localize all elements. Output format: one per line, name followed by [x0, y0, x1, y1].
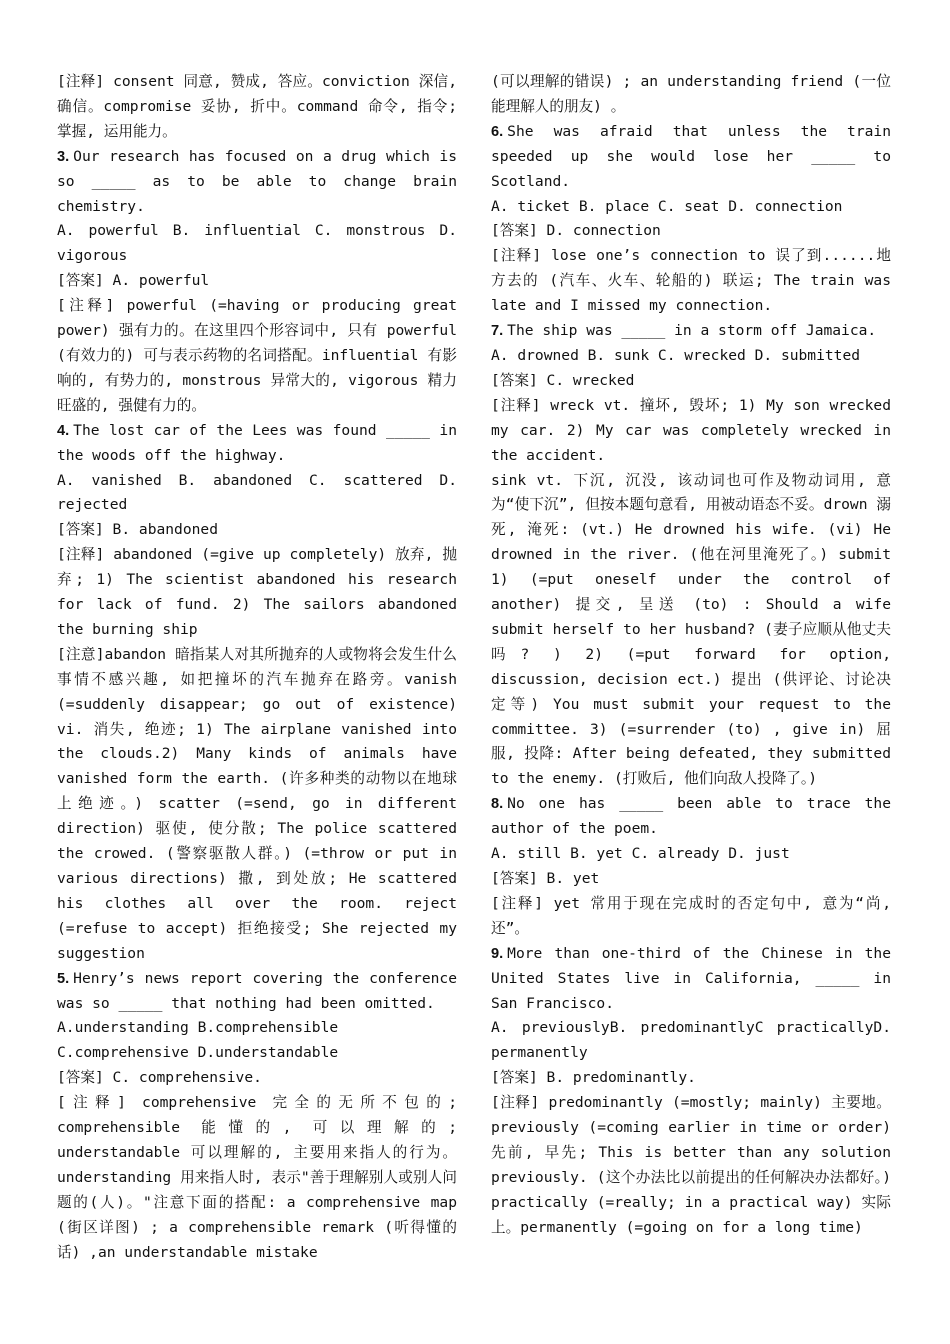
question-3: [57, 145, 457, 220]
question-9: [491, 942, 891, 1017]
question-text: The ship was _____ in a storm off Jamaica.: [507, 322, 877, 340]
answer-options: A. vanished B. abandoned C. scattered D. rejected: [57, 471, 457, 514]
answer-key: [答案] B. predominantly.: [491, 1069, 696, 1087]
answer-options: A. drowned B. sunk C. wrecked D. submitted: [491, 346, 861, 364]
annotation-paragraph: [注意]abandon 暗指某人对其所抛弃的人或物将会发生什么事情不感兴趣, 如把撞坏的汽车抛弃在路旁。vanish (=suddenly disappear; go out of existence) vi. 消失, 绝迹; 1) The airplane vanished into the clouds.2) Many kinds of animals have vanished form the earth. (许多种类的动物以在地球上绝迹。) scatter (=send, go in different direction) 驱使, 使分散; The police scattered the crowed. (警察驱散人群。) (=throw or put in various directions) 撒, 到处放; He scattered his clothes all over the room. reject (=refuse to accept) 拒绝接受; She rejected my suggestion: [57, 645, 457, 962]
question-number: 3.: [57, 148, 70, 165]
annotation-paragraph: [注释] predominantly (=mostly; mainly) 主要地。previously (=coming earlier in time or order) 先前, 早先; This is better than any solution previously. (这个办法比以前提出的任何解决办法都好。) practically (=really; in a practical way) 实际上。permanently (=going on for a long time): [491, 1094, 891, 1236]
answer-options: A.understanding B.comprehensible: [57, 1019, 339, 1037]
annotation-paragraph: [注释] wreck vt. 撞坏, 毁坏; 1) My son wrecked my car. 2) My car was completely wrecked in the accident.: [491, 396, 891, 464]
annotation-paragraph: [注释] abandoned (=give up completely) 放弃, 抛弃; 1) The scientist abandoned his research for lack of fund. 2) The sailors abandoned the burning ship: [57, 546, 457, 638]
annotation-paragraph: (可以理解的错误) ; an understanding friend (一位能理解人的朋友) 。: [491, 73, 891, 115]
right-column: [491, 70, 891, 1241]
question-number: 9.: [491, 945, 504, 962]
question-7: [491, 319, 891, 344]
answer-options: A. still B. yet C. already D. just: [491, 845, 790, 863]
answer-key: [答案] C. comprehensive.: [57, 1069, 262, 1087]
question-number: 7.: [491, 323, 504, 340]
answer-key: [答案] A. powerful: [57, 272, 210, 290]
answer-options: A. previouslyB. predominantlyC practicallyD. permanently: [491, 1019, 891, 1062]
answer-key: [答案] C. wrecked: [491, 371, 635, 389]
question-text: The lost car of the Lees was found _____ in the woods off the highway.: [57, 421, 457, 464]
annotation-paragraph: sink vt. 下沉, 沉没, 该动词也可作及物动词用, 意为“使下沉”, 但按本题句意看, 用被动语态不妥。drown 溺死, 淹死: (vt.) He drowned his wife. (vi) He drowned in the river. (他在河里淹死了。) submit 1) (=put oneself under the control of another) 提交, 呈送 (to) : Should a wife submit herself to her husband? (妻子应顺从他丈夫吗? ) 2) (=put forward for option, discussion, decision ect.) 提出 (供评论、讨论决定等) You must submit your request to the committee. 3) (=surrender (to) , give in) 屈服, 投降: After being defeated, they submitted to the enemy. (打败后, 他们向敌人投降了。): [491, 471, 891, 788]
question-number: 6.: [491, 123, 504, 140]
answer-options: A. ticket B. place C. seat D. connection: [491, 197, 843, 215]
question-text: She was afraid that unless the train speeded up she would lose her _____ to Scotland.: [491, 122, 891, 190]
answer-key: [答案] B. yet: [491, 870, 600, 887]
question-6: [491, 120, 891, 195]
question-number: 5.: [57, 970, 70, 987]
left-column: [57, 70, 457, 1266]
annotation-paragraph: [注释] comprehensive 完全的无所不包的; comprehensible 能懂的, 可以理解的; understandable 可以理解的, 主要用来指人的行为。understanding 用来指人时, 表示"善于理解别人或别人问题的(人)。"注意下面的搭配: a comprehensive map (街区详图) ; a comprehensible remark (听得懂的话) ,an understandable mistake: [57, 1094, 457, 1261]
question-text: No one has _____ been able to trace the author of the poem.: [491, 795, 891, 838]
question-4: [57, 419, 457, 469]
answer-options: A. powerful B. influential C. monstrous D. vigorous: [57, 222, 457, 265]
question-text: Henry’s news report covering the conference was so _____ that nothing had been omitted.: [57, 969, 457, 1012]
annotation-paragraph: [注释] yet 常用于现在完成时的否定句中, 意为“尚, 还”。: [491, 894, 891, 937]
question-text: More than one-third of the Chinese in the United States live in California, _____ in San Francisco.: [491, 944, 891, 1012]
answer-options: C.comprehensive D.understandable: [57, 1044, 339, 1062]
annotation-paragraph: [注释] lose one’s connection to 误了到......地方去的 (汽车、火车、轮船的) 联运; The train was late and I missed my connection.: [491, 247, 891, 315]
annotation-paragraph: [注释] powerful (=having or producing great power) 强有力的。在这里四个形容词中, 只有 powerful (有效力的) 可与表示药物的名词搭配。influential 有影响的, 有势力的, monstrous 异常大的, vigorous 精力旺盛的, 强健有力的。: [57, 297, 457, 414]
answer-key: [答案] D. connection: [491, 222, 661, 240]
question-text: Our research has focused on a drug which is so _____ as to be able to change brain chemistry.: [57, 147, 457, 215]
answer-key: [答案] B. abandoned: [57, 521, 218, 539]
question-number: 4.: [57, 422, 70, 439]
annotation-paragraph: [注释] consent 同意, 赞成, 答应。conviction 深信, 确信。compromise 妥协, 折中。command 命令, 指令; 掌握, 运用能力。: [57, 73, 457, 140]
question-8: [491, 792, 891, 842]
question-number: 8.: [491, 796, 504, 813]
question-5: [57, 967, 457, 1017]
